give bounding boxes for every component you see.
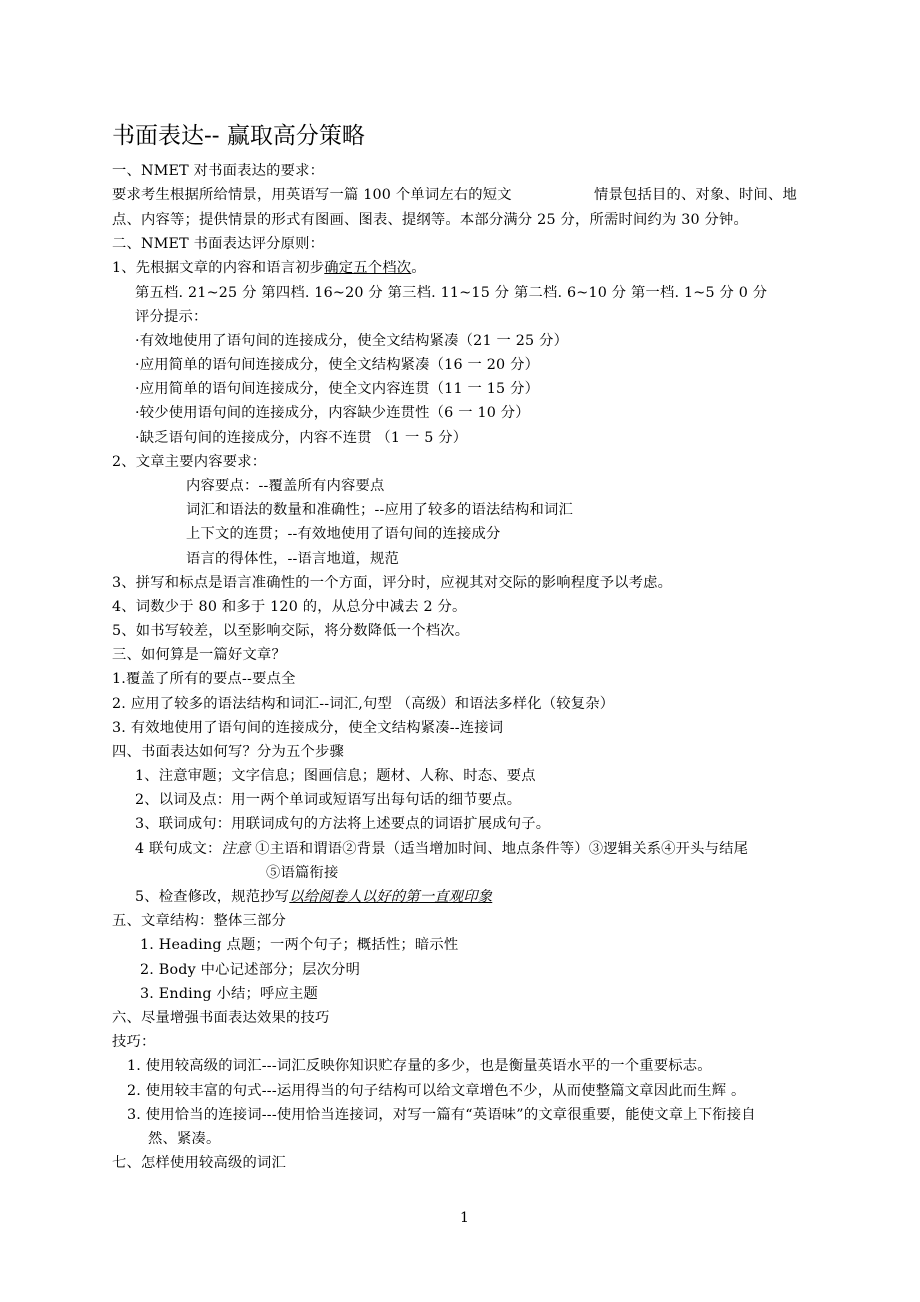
section-1-paragraph-line-1b: 情景包括目的、对象、时间、地 [594, 187, 797, 203]
content-requirement-3: 上下文的连贯；--有效地使用了语句间的连接成分 [186, 526, 501, 542]
section-2-item-5: 5、如书写较差，以至影响交际，将分数降低一个档次。 [112, 623, 470, 639]
tip-3-continued: 然、紧凑。 [148, 1131, 221, 1147]
section-1-paragraph-line-1: 要求考生根据所给情景，用英语写一篇 100 个单词左右的短文 [112, 187, 512, 203]
step-4-continued: ⑤语篇衔接 [266, 865, 339, 881]
section-6-heading: 六、尽量增强书面表达效果的技巧 [112, 1010, 330, 1026]
item-1-end: 。 [411, 260, 426, 276]
structure-ending-part: 3. Ending 小结；呼应主题 [140, 986, 318, 1002]
section-2-item-1 [112, 258, 426, 278]
content-requirement-2: 词汇和语法的数量和准确性；--应用了较多的语法结构和词汇 [186, 502, 573, 518]
section-4-heading: 四、书面表达如何写？分为五个步骤 [112, 744, 344, 760]
five-grades-underlined: 确定五个档次 [324, 260, 412, 276]
grade-levels: 第五档. 21~25 分 第四档. 16~20 分 第三档. 11~15 分 第二档. 6~10 分 第一档. 1~5 分 0 分 [135, 285, 768, 301]
section-1-heading: 一、NMET 对书面表达的要求： [112, 163, 325, 179]
section-3-item-1: 1.覆盖了所有的要点--要点全 [112, 671, 296, 687]
section-2-heading: 二、NMET 书面表达评分原则： [112, 236, 325, 252]
tip-2: 2. 使用较丰富的句式---运用得当的句子结构可以给文章增色不少，从而使整篇文章因此而生辉 。 [127, 1083, 746, 1099]
step-5 [135, 887, 492, 907]
section-7-heading: 七、怎样使用较高级的词汇 [112, 1155, 286, 1171]
structure-heading-part: 1. Heading 点题；一两个句子；概括性；暗示性 [140, 937, 459, 953]
step-5-emphasis: 以给阅卷人以好的第一直观印象 [289, 889, 493, 905]
tips-label: 技巧： [112, 1034, 156, 1050]
scoring-hint-2: ·应用简单的语句间连接成分，使全文结构紧凑（16 一 20 分） [135, 357, 540, 373]
section-5-heading: 五、文章结构：整体三部分 [112, 913, 286, 929]
step-4-note-italic: 注意 [221, 841, 251, 857]
scoring-hint-4: ·较少使用语句间的连接成分，内容缺少连贯性（6 一 10 分） [135, 405, 530, 421]
section-3-item-2: 2. 应用了较多的语法结构和词汇--词汇,句型 （高级）和语法多样化（较复杂） [112, 696, 615, 712]
item-1-text: 1、先根据文章的内容和语言初步 [112, 260, 325, 276]
step-2: 2、以词及点：用一两个单词或短语写出每句话的细节要点。 [135, 792, 522, 808]
tip-3: 3. 使用恰当的连接词---使用恰当连接词，对写一篇有“英语味”的文章很重要，能使文章上下衔接自 [127, 1107, 756, 1123]
step-4-points: ①主语和谓语②背景（适当增加时间、地点条件等）③逻辑关系④开头与结尾 [250, 841, 749, 857]
content-requirement-4: 语言的得体性，--语言地道，规范 [186, 551, 400, 567]
step-4-label: 4 联句成文： [135, 841, 222, 857]
section-2-item-3: 3、拼写和标点是语言准确性的一个方面，评分时，应视其对交际的影响程度予以考虑。 [112, 575, 673, 591]
tip-1: 1. 使用较高级的词汇---词汇反映你知识贮存量的多少，也是衡量英语水平的一个重要标志。 [127, 1058, 712, 1074]
step-5-label: 5、检查修改，规范抄写 [135, 889, 290, 905]
scoring-hint-3: ·应用简单的语句间连接成分，使全文内容连贯（11 一 15 分） [135, 381, 540, 397]
section-2-item-4: 4、词数少于 80 和多于 120 的，从总分中减去 2 分。 [112, 599, 467, 615]
scoring-hint-5: ·缺乏语句间的连接成分，内容不连贯 （1 一 5 分） [135, 430, 468, 446]
scoring-hint-1: ·有效地使用了语句间的连接成分，使全文结构紧凑（21 一 25 分） [135, 333, 569, 349]
content-requirement-1: 内容要点：--覆盖所有内容要点 [186, 478, 385, 494]
section-3-item-3: 3. 有效地使用了语句间的连接成分，使全文结构紧凑--连接词 [112, 720, 504, 736]
step-3: 3、联词成句：用联词成句的方法将上述要点的词语扩展成句子。 [135, 816, 551, 832]
section-1-paragraph-line-2: 点、内容等；提供情景的形式有图画、图表、提纲等。本部分满分 25 分，所需时间约为 30 分钟。 [112, 212, 749, 228]
scoring-hint-label: 评分提示： [135, 309, 208, 325]
page-number: 1 [460, 1210, 469, 1226]
step-4 [135, 839, 748, 859]
section-3-heading: 三、如何算是一篇好文章？ [112, 647, 286, 663]
document-title: 书面表达-- 赢取高分策略 [112, 123, 365, 149]
section-2-item-2: 2、文章主要内容要求： [112, 454, 267, 470]
step-1: 1、注意审题；文字信息；图画信息；题材、人称、时态、要点 [135, 768, 536, 784]
structure-body-part: 2. Body 中心记述部分；层次分明 [140, 962, 361, 978]
